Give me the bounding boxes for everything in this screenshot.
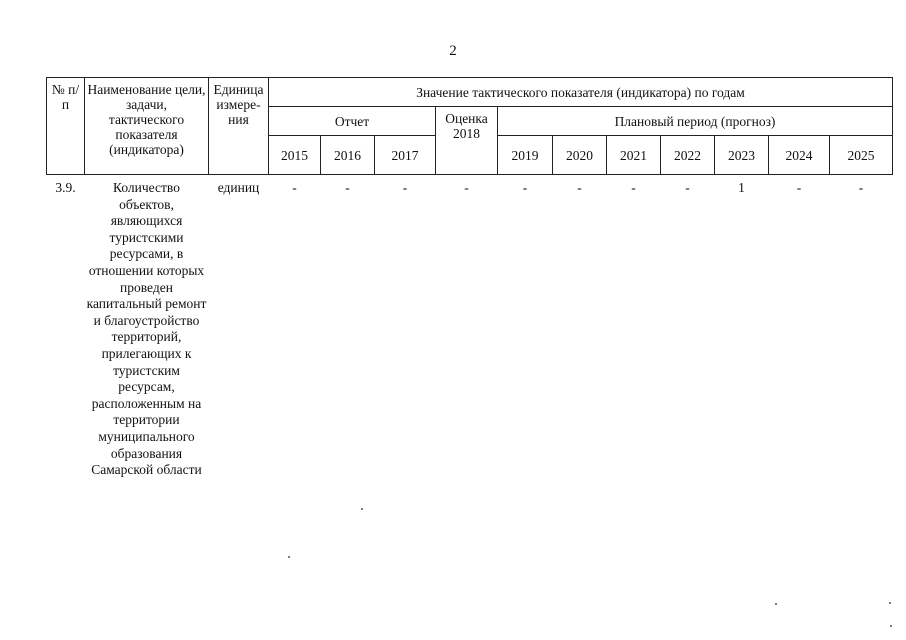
- row-value-2023: 1: [738, 180, 745, 195]
- header-year-2016: 2016: [321, 136, 375, 175]
- header-planned: Плановый период (прогноз): [498, 107, 893, 136]
- row-name: Количество объектов, являющихся туристскими ресурсами, в отношении которых проведен капитальный ремонт и благоустройство территорий, прилегающих к туристским ресурсам, расположенным на территории муниципального образования Самарской области: [86, 180, 207, 478]
- header-year-2022: 2022: [661, 136, 715, 175]
- row-value-2016: -: [345, 180, 350, 195]
- scan-speck: [288, 556, 290, 558]
- header-year-2021: 2021: [607, 136, 661, 175]
- header-year-2015: 2015: [269, 136, 321, 175]
- indicator-table: [46, 77, 893, 479]
- header-num: № п/п: [47, 78, 85, 175]
- row-value-2018: -: [464, 180, 469, 195]
- header-year-2025: 2025: [830, 136, 893, 175]
- row-num: 3.9.: [55, 180, 76, 195]
- header-unit: Единица измере-ния: [209, 78, 269, 175]
- row-value-2021: -: [631, 180, 636, 195]
- scan-speck: [361, 508, 363, 510]
- header-report: Отчет: [269, 107, 436, 136]
- scan-speck: [889, 602, 891, 604]
- row-value-2019: -: [522, 180, 528, 195]
- table-row: [47, 175, 893, 479]
- row-value-2025: -: [858, 180, 864, 195]
- header-year-2017: 2017: [375, 136, 436, 175]
- header-year-2019: 2019: [498, 136, 553, 175]
- row-value-2017: -: [402, 180, 408, 195]
- row-value-2022: -: [685, 180, 690, 195]
- header-value-group: Значение тактического показателя (индикатора) по годам: [269, 78, 893, 107]
- scan-speck: [890, 625, 892, 627]
- header-year-2020: 2020: [553, 136, 607, 175]
- header-name: Наименование цели, задачи, тактического показателя (индикатора): [85, 78, 209, 175]
- header-estimate: Оценка 2018: [436, 107, 498, 175]
- row-value-2024: -: [796, 180, 802, 195]
- scan-speck: [775, 603, 777, 605]
- header-year-2023: 2023: [715, 136, 769, 175]
- row-value-2015: -: [292, 180, 297, 195]
- page-number: 2: [449, 43, 457, 59]
- row-value-2020: -: [577, 180, 582, 195]
- row-unit: единиц: [217, 180, 260, 195]
- header-year-2024: 2024: [769, 136, 830, 175]
